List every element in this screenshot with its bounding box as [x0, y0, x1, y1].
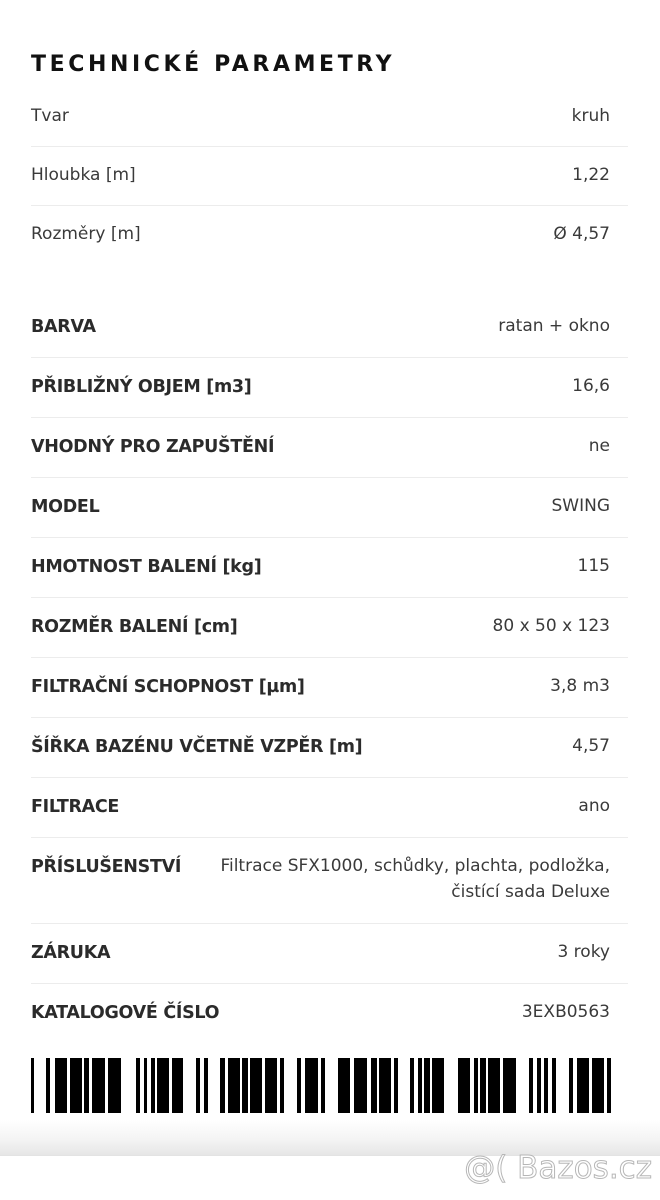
barcode-bar: [488, 1058, 500, 1113]
param-value: 1,22: [572, 165, 610, 185]
param-row-sinkable: [31, 418, 628, 478]
barcode-bar: [55, 1058, 67, 1113]
barcode-bar: [354, 1058, 367, 1113]
param-label: ŠÍŘKA BAZÉNU VČETNĚ VZPĚR [m]: [31, 737, 363, 757]
param-label: KATALOGOVÉ ČÍSLO: [31, 1003, 220, 1023]
param-row-filtration-capacity: [31, 658, 628, 718]
param-label: ROZMĚR BALENÍ [cm]: [31, 617, 238, 637]
param-row-color: [31, 298, 628, 358]
bazos-watermark: @( Bazos.cz: [464, 1150, 652, 1186]
barcode-bar: [305, 1058, 318, 1113]
param-value: SWING: [551, 496, 610, 516]
param-value: Ø 4,57: [553, 224, 610, 244]
param-label: VHODNÝ PRO ZAPUŠTĚNÍ: [31, 437, 275, 457]
param-value: 3 roky: [557, 942, 610, 962]
param-label: MODEL: [31, 497, 100, 517]
param-value: 3,8 m3: [550, 676, 610, 696]
barcode-bar: [607, 1058, 611, 1113]
barcode-image: [31, 1058, 611, 1113]
param-row-volume: [31, 358, 628, 418]
param-row-shape: [31, 88, 628, 147]
basic-params-list: [31, 88, 628, 265]
barcode-space: [121, 1058, 136, 1113]
param-value: ano: [578, 796, 610, 816]
section-title: TECHNICKÉ PARAMETRY: [31, 52, 396, 77]
barcode-space: [34, 1058, 46, 1113]
barcode-bar: [592, 1058, 604, 1113]
param-value: 115: [577, 556, 610, 576]
param-row-pool-width: [31, 718, 628, 778]
param-row-model: [31, 478, 628, 538]
param-value: ne: [588, 436, 610, 456]
param-label: FILTRAČNÍ SCHOPNOST [µm]: [31, 677, 305, 697]
param-row-package-weight: [31, 538, 628, 598]
param-value: 3EXB0563: [521, 1002, 610, 1022]
param-value: 4,57: [572, 736, 610, 756]
param-label: Tvar: [31, 106, 69, 126]
barcode-bar: [250, 1058, 262, 1113]
param-row-accessories: [31, 838, 628, 924]
param-value: 80 x 50 x 123: [492, 616, 610, 636]
barcode-bar: [432, 1058, 444, 1113]
barcode-bar: [157, 1058, 169, 1113]
param-label: Hloubka [m]: [31, 165, 136, 185]
param-row-dimensions: [31, 206, 628, 265]
param-label: Rozměry [m]: [31, 224, 141, 244]
barcode-space: [556, 1058, 569, 1113]
barcode-bar: [228, 1058, 240, 1113]
barcode-bar: [92, 1058, 105, 1113]
param-row-package-size: [31, 598, 628, 658]
param-value: kruh: [571, 106, 610, 126]
barcode-space: [325, 1058, 338, 1113]
barcode-bar: [172, 1058, 183, 1113]
barcode-space: [284, 1058, 297, 1113]
param-row-catalog-number: [31, 984, 628, 1044]
barcode-space: [208, 1058, 220, 1113]
param-value: Filtrace SFX1000, schůdky, plachta, podložka, čistící sada Deluxe: [220, 856, 610, 902]
barcode-bar: [338, 1058, 350, 1113]
barcode-bar: [70, 1058, 82, 1113]
barcode-bar: [108, 1058, 121, 1113]
param-label: PŘIBLIŽNÝ OBJEM [m3]: [31, 377, 252, 397]
detail-params-list: [31, 298, 628, 1044]
param-label: BARVA: [31, 317, 96, 337]
param-label: FILTRACE: [31, 797, 120, 817]
barcode-space: [516, 1058, 529, 1113]
barcode-bar: [265, 1058, 277, 1113]
param-row-filtration: [31, 778, 628, 838]
param-row-depth: [31, 147, 628, 206]
param-label: HMOTNOST BALENÍ [kg]: [31, 557, 262, 577]
param-value: ratan + okno: [498, 316, 610, 336]
barcode-space: [398, 1058, 410, 1113]
param-label: PŘÍSLUŠENSTVÍ: [31, 857, 182, 877]
barcode-space: [183, 1058, 196, 1113]
param-label: ZÁRUKA: [31, 943, 111, 963]
barcode-bar: [458, 1058, 470, 1113]
barcode-bar: [503, 1058, 516, 1113]
barcode-bar: [577, 1058, 589, 1113]
barcode-bar: [379, 1058, 391, 1113]
param-value: 16,6: [572, 376, 610, 396]
barcode-space: [444, 1058, 457, 1113]
param-row-warranty: [31, 924, 628, 984]
